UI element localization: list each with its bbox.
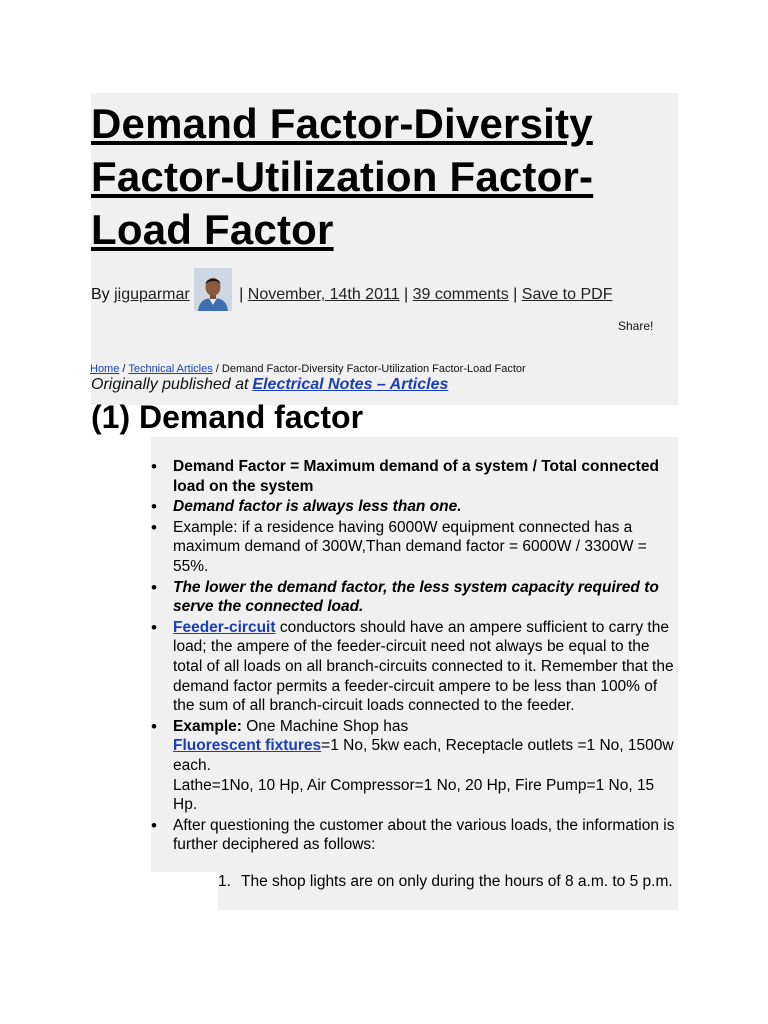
list-item [151,618,681,716]
sublist-text: The shop lights are on only during the hours of 8 a.m. to 5 p.m. [241,873,673,890]
demand-factor-list [151,457,681,856]
feeder-circuit-link[interactable]: Feeder-circuit [173,618,276,636]
list-item-text: =1 No, 5kw each, Receptacle outlets =1 No, 1500w each. [173,737,674,774]
breadcrumb [90,363,526,375]
breadcrumb-separator: / [215,363,219,375]
source-link[interactable]: Electrical Notes – Articles [252,376,449,393]
example-label: Example: [173,717,242,735]
list-item-text: Demand factor is always less than one. [173,498,462,516]
list-item-text: After questioning the customer about the various loads, the information is further deciphered as follows: [173,816,675,854]
comments-link[interactable]: 39 comments [412,286,509,303]
fluorescent-fixtures-link[interactable]: Fluorescent fixtures [173,737,322,755]
breadcrumb-current: Demand Factor-Diversity Factor-Utilization Factor-Load Factor [221,363,526,375]
byline [91,268,681,317]
byline-by: By [91,286,110,303]
article-title[interactable] [91,97,681,256]
breadcrumb-category[interactable]: Technical Articles [128,363,213,375]
share-link[interactable]: Share! [618,319,654,333]
list-item-text: Lathe=1No, 10 Hp, Air Compressor=1 No, 20 Hp, Fire Pump=1 No, 15 Hp. [173,776,655,814]
list-item-text: conductors should have an ampere sufficient to carry the load; the ampere of the feeder-circuit need not always be equal to the total of all loads on all branch-circuits connected to it. Remember that the demand factor permits a feeder-circuit ampere to be less than 100% of the sum of all branch-circuit loads connected to the feeder. [173,618,674,715]
loads-sublist [218,872,678,892]
list-item-text: Demand Factor = Maximum demand of a system / Total connected load on the system [173,458,659,495]
list-item [151,518,681,577]
title-line-2[interactable]: Factor-Utilization Factor- [91,153,594,200]
title-line-3[interactable]: Load Factor [91,206,334,253]
breadcrumb-home[interactable]: Home [90,363,120,375]
list-item [151,717,681,815]
list-item-text: Example: if a residence having 6000W equipment connected has a maximum demand of 300W,Than demand factor = 6000W / 3300W = 55%. [173,518,647,575]
sublist-number: 1. [218,873,231,890]
date-link[interactable]: November, 14th 2011 [247,286,400,303]
save-to-pdf-link[interactable]: Save to PDF [521,286,613,303]
list-item-text: One Machine Shop has [241,717,409,735]
breadcrumb-separator: / [122,363,126,375]
author-avatar[interactable] [194,268,232,311]
byline-separator: | [404,286,409,303]
byline-separator: | [239,286,244,303]
list-item [151,578,681,617]
avatar-photo [194,268,232,311]
section-heading: (1) Demand factor [91,399,364,435]
title-line-1[interactable]: Demand Factor-Diversity [91,100,593,147]
list-item-text: The lower the demand factor, the less system capacity required to serve the connected load. [173,578,659,616]
list-item [151,457,681,496]
originally-published [91,376,448,394]
article-header [91,97,681,256]
originally-text: Originally published at [91,376,249,393]
sublist-item [218,872,678,892]
author-link[interactable]: jiguparmar [114,286,190,303]
list-item [151,497,681,517]
list-item [151,816,681,855]
byline-separator: | [513,286,518,303]
